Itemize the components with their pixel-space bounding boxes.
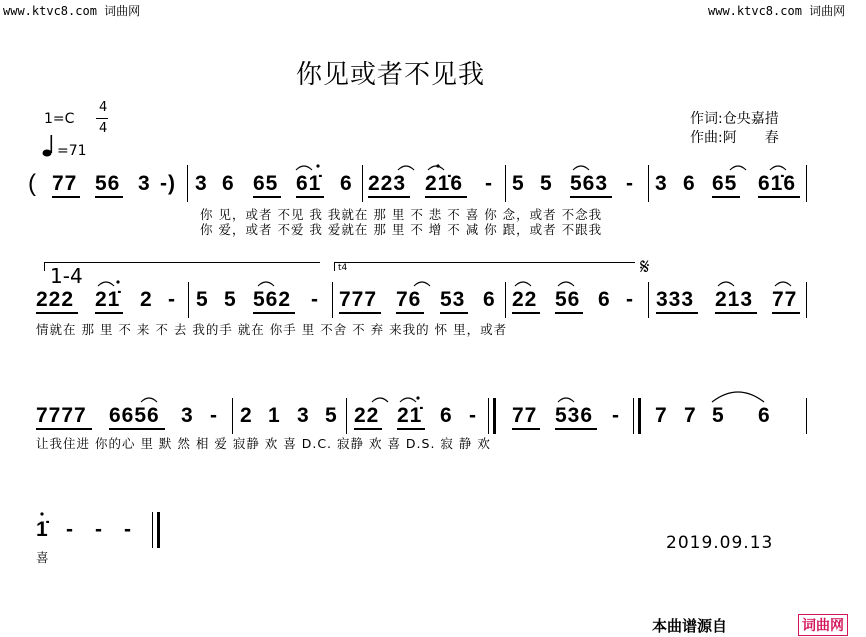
lyrics-line-2: 你 爱，或者 不爱 我 爱就在 那 里 不 增 不 减 你 跟，或者 不跟我	[200, 222, 603, 237]
note-token: 3	[181, 404, 194, 427]
note-token: 5	[224, 288, 237, 311]
note-token: 56	[95, 172, 121, 195]
note-token: 536	[555, 404, 594, 427]
note-token: 21̇6	[425, 172, 464, 195]
note-token: 223	[368, 172, 407, 195]
note-token: 222	[36, 288, 75, 311]
note-token: 5	[196, 288, 209, 311]
note-token: 3	[138, 172, 151, 195]
note-token: 5	[512, 172, 525, 195]
note-token: -	[469, 404, 477, 427]
note-token: 7	[655, 404, 668, 427]
note-token: 6	[483, 288, 496, 311]
note-token: -	[626, 172, 634, 195]
note-token: 6	[598, 288, 611, 311]
note-token: 1	[268, 404, 281, 427]
note-token: 65	[712, 172, 738, 195]
lyrics-line-1: 你 见，或者 不见 我 我就在 那 里 不 悲 不 喜 你 念，或者 不念我	[200, 207, 603, 222]
time-signature-top: 4	[99, 100, 108, 115]
key-signature: 1=C	[44, 111, 75, 127]
note-token: 53	[440, 288, 466, 311]
note-token: -)	[160, 172, 176, 195]
tempo: =71	[57, 143, 87, 159]
note-token: 21̇	[397, 404, 423, 427]
volta-label-1: 1-4	[50, 264, 83, 288]
song-title: 你见或者不见我	[296, 60, 486, 90]
note-token: 7777	[36, 404, 87, 427]
note-token: 65	[253, 172, 279, 195]
note-token: 562	[253, 288, 292, 311]
note-token: -	[210, 404, 218, 427]
note-token: 77	[772, 288, 798, 311]
note-token: -	[124, 518, 132, 541]
segno-icon: 𝄋	[640, 255, 650, 280]
note-token: 3	[297, 404, 310, 427]
note-token: 21̇	[95, 288, 121, 311]
note-token: 5	[712, 404, 725, 427]
note-token: 6	[758, 404, 771, 427]
note-token: 1̇	[36, 518, 49, 541]
note-token: 61̇	[296, 172, 322, 195]
date-stamp: 2019.09.13	[666, 533, 774, 553]
note-token: 22	[354, 404, 380, 427]
volta-label-2: t4	[338, 263, 348, 273]
brand-logo[interactable]: 词曲网	[798, 614, 848, 636]
note-token: 77	[52, 172, 78, 195]
note-token: 777	[339, 288, 378, 311]
lyrics-line-1: 让我住进 你的心 里 默 然 相 爱 寂静 欢 喜 D.C. 寂静 欢 喜 D.S. 寂 静 欢	[36, 436, 491, 451]
note-token: 2	[140, 288, 153, 311]
note-token: -	[626, 288, 634, 311]
composer-credit: 作曲:阿 春	[690, 130, 779, 146]
note-token: 213	[715, 288, 754, 311]
watermark-right: www.ktvc8.com 词曲网	[708, 4, 846, 18]
source-label: 本曲谱源自	[652, 617, 728, 635]
time-signature-bottom: 4	[99, 121, 108, 136]
note-token: 6656	[109, 404, 160, 427]
note-token: -	[311, 288, 319, 311]
lyrics-line-1: 情就在 那 里 不 来 不 去 我的手 就在 你手 里 不舍 不 弃 来我的 怀 里，或者	[36, 322, 508, 337]
watermark-left: www.ktvc8.com 词曲网	[3, 4, 141, 18]
note-token: -	[95, 518, 103, 541]
note-token: 77	[512, 404, 538, 427]
note-token: 56	[555, 288, 581, 311]
note-token: -	[485, 172, 493, 195]
note-token: 76	[396, 288, 422, 311]
note-token: 5	[540, 172, 553, 195]
note-token: 61̇6	[758, 172, 797, 195]
note-token: 333	[656, 288, 695, 311]
note-token: 7	[684, 404, 697, 427]
note-token: 6	[340, 172, 353, 195]
note-token: -	[168, 288, 176, 311]
note-token: 5	[325, 404, 338, 427]
lyrics-line-1: 喜	[36, 550, 50, 565]
note-token: 3	[195, 172, 208, 195]
note-token: 6	[683, 172, 696, 195]
note-token: 22	[512, 288, 538, 311]
note-token: 563	[570, 172, 609, 195]
note-token: 3	[655, 172, 668, 195]
note-token: -	[66, 518, 74, 541]
note-token: 2	[240, 404, 253, 427]
note-token: 6	[222, 172, 235, 195]
note-token: -	[612, 404, 620, 427]
note-token: 6	[440, 404, 453, 427]
lyricist-credit: 作词:仓央嘉措	[690, 111, 779, 127]
note-token: (	[28, 170, 37, 197]
